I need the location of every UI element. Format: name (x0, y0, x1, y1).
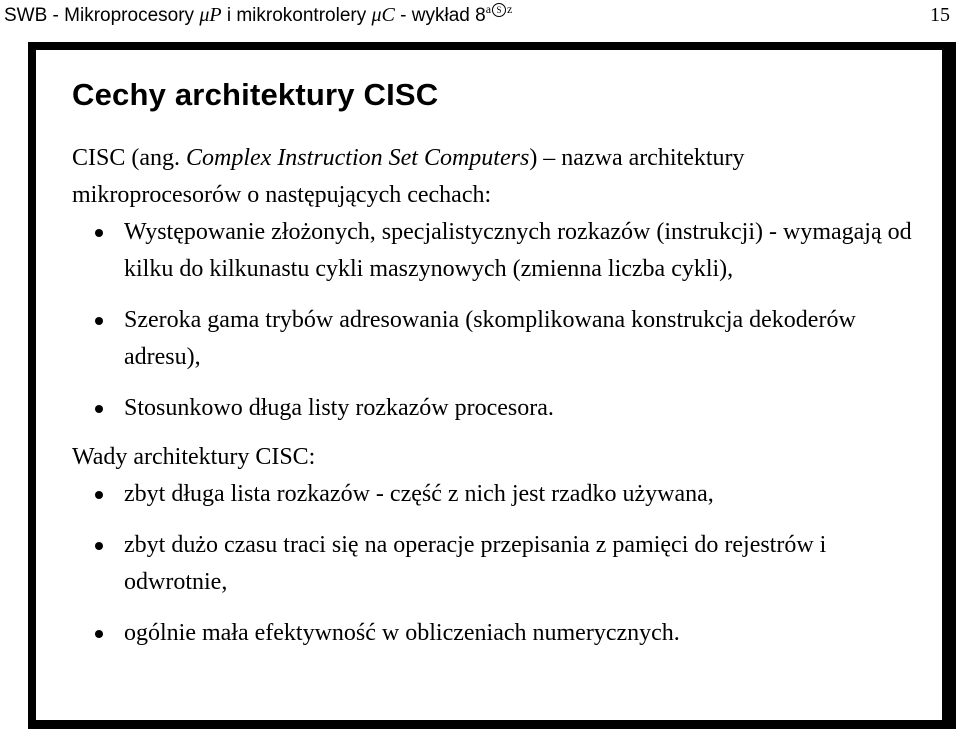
bullet-icon (95, 317, 103, 325)
header-prefix: SWB - Mikroprocesory (4, 5, 200, 26)
feature-text: Stosunkowo długa listy rozkazów procesora. (124, 395, 554, 421)
list-item (72, 214, 912, 288)
slide-title: Cechy architektury CISC (72, 77, 439, 112)
bullet-icon (95, 405, 103, 413)
header-math-muc: μC (371, 4, 395, 26)
feature-text: Występowanie złożonych, specjalistycznych rozkazów (instrukcji) - wymagają od kilku do kilkunastu cykli maszynowych (zmienna liczba cykli), (124, 219, 912, 282)
list-item (72, 615, 912, 652)
header-math-mup: μP (199, 4, 222, 26)
bullet-icon (95, 542, 103, 550)
header-superscript (486, 2, 513, 16)
drawback-text: zbyt długa lista rozkazów - część z nich jest rzadko używana, (124, 481, 714, 507)
sup-z: z (507, 2, 513, 16)
intro-before: CISC (ang. (72, 145, 186, 171)
intro-after: ) – nazwa architektury mikroprocesorów o następujących cechach: (72, 145, 745, 208)
feature-text: Szeroka gama trybów adresowania (skomplikowana konstrukcja dekoderów adresu), (124, 307, 856, 370)
bullet-icon (95, 630, 103, 638)
features-list (72, 214, 912, 427)
bullet-icon (95, 229, 103, 237)
drawbacks-heading: Wady architektury CISC: (72, 444, 316, 470)
list-item (72, 302, 912, 376)
sup-circled-s: S (492, 3, 506, 17)
intro-paragraph (72, 140, 912, 214)
slide-frame (28, 42, 956, 729)
list-item (72, 527, 912, 601)
slide-content (72, 76, 912, 652)
header-suffix: - wykład 8 (394, 5, 486, 26)
drawbacks-list (72, 476, 912, 652)
slide-header (4, 2, 954, 30)
sup-a: a (485, 2, 492, 16)
header-mid: i mikrokontrolery (221, 5, 372, 26)
drawback-text: ogólnie mała efektywność w obliczeniach numerycznych. (124, 620, 680, 646)
page-number: 15 (930, 4, 950, 26)
list-item (72, 390, 912, 427)
bullet-icon (95, 491, 103, 499)
drawback-text: zbyt dużo czasu traci się na operacje przepisania z pamięci do rejestrów i odwrotnie, (124, 532, 827, 595)
list-item (72, 476, 912, 513)
header-title (4, 4, 512, 27)
intro-emphasis: Complex Instruction Set Computers (186, 145, 530, 171)
